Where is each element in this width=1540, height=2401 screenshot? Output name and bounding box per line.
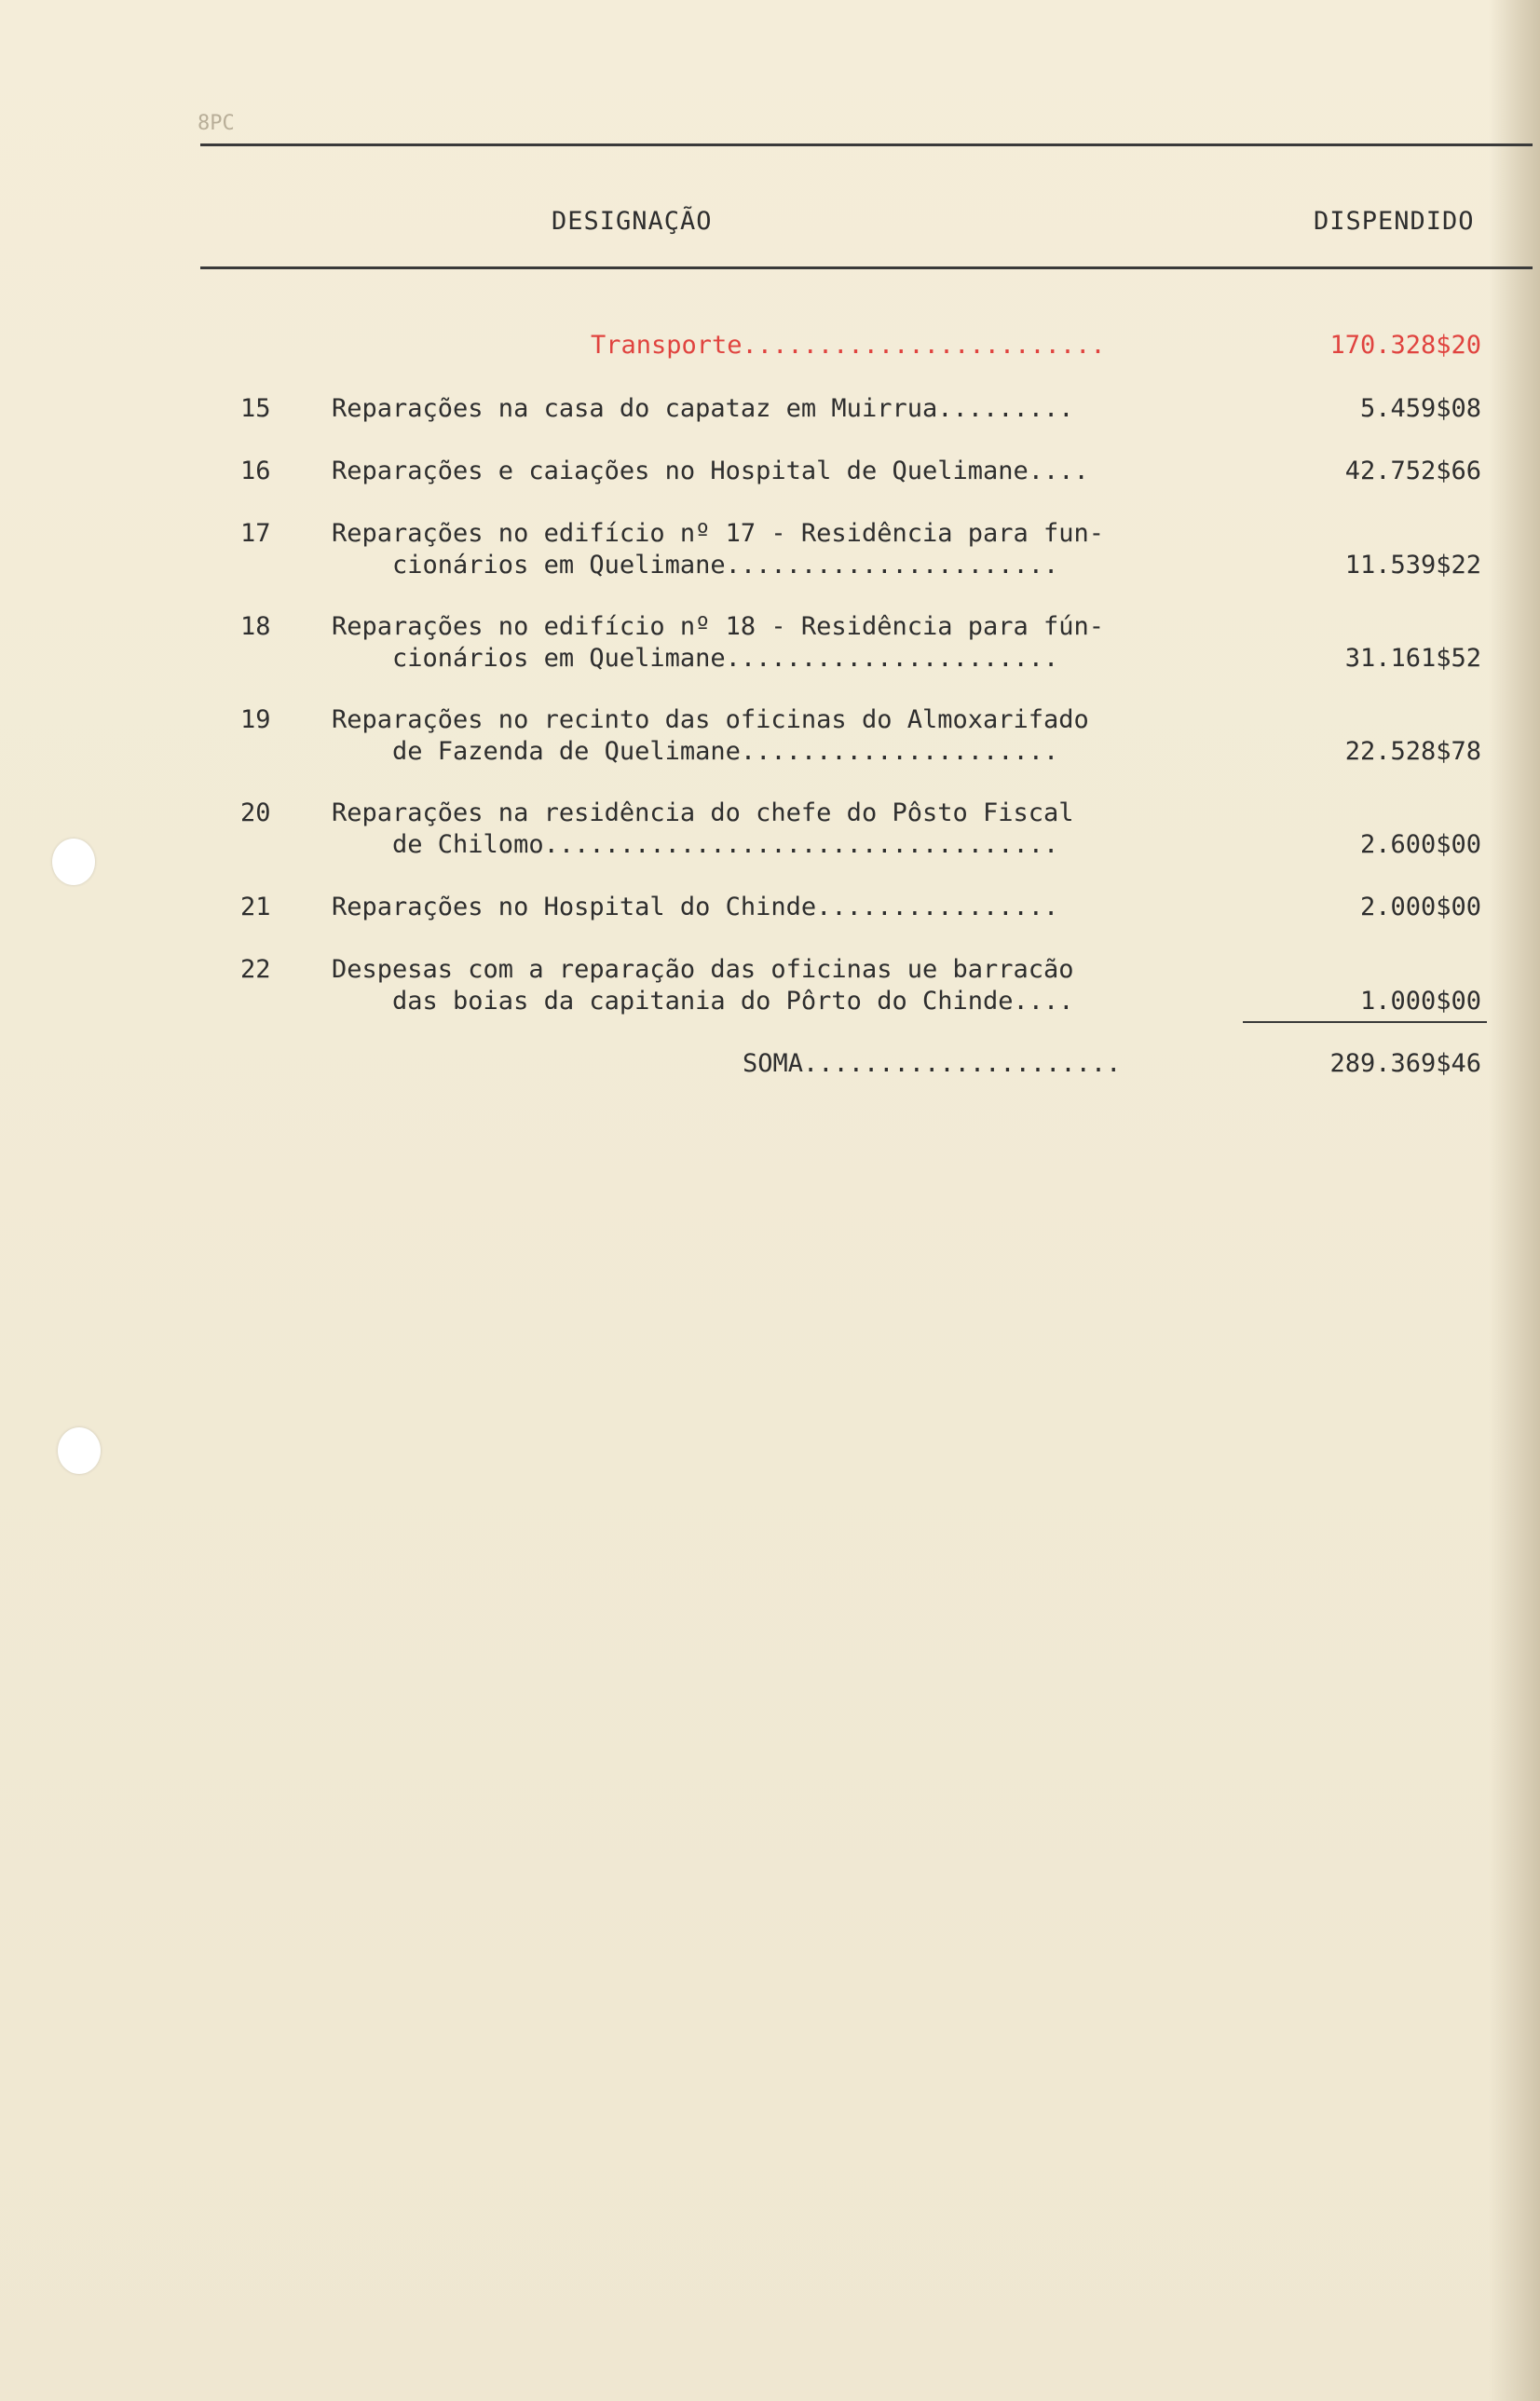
item-amount: 22.528$78 [1344, 737, 1481, 766]
corner-mark: 8PC [198, 112, 235, 135]
item-number: 16 [240, 457, 271, 485]
item-description-line-2: cionários em Quelimane...................... [332, 551, 1059, 580]
item-description: Reparações no Hospital do Chinde................ [332, 893, 1059, 921]
item-description-line-2: de Fazenda de Quelimane..................... [332, 737, 1059, 766]
item-amount: 2.600$00 [1359, 830, 1481, 859]
item-description-line-1: Reparações na residência do chefe do Pôsto Fiscal [332, 798, 1074, 827]
item-amount: 5.459$08 [1359, 394, 1481, 423]
item-number: 18 [240, 612, 271, 641]
item-description-line-2: de Chilomo.................................. [332, 830, 1059, 859]
total-amount: 289.369$46 [1329, 1049, 1481, 1078]
item-number: 17 [240, 519, 271, 548]
item-amount: 42.752$66 [1344, 457, 1481, 485]
item-number: 19 [240, 705, 271, 734]
item-description-line-1: Despesas com a reparação das oficinas ue barracão [332, 955, 1074, 984]
page-edge-shadow [1489, 0, 1540, 2401]
item-description-line-1: Reparações no edifício nº 17 - Residência para fun- [332, 519, 1105, 548]
item-description: Reparações e caiações no Hospital de Quelimane.... [332, 457, 1089, 485]
item-number: 15 [240, 394, 271, 423]
item-description-line-2: cionários em Quelimane...................... [332, 644, 1059, 673]
spent-heading: DISPENDIDO [1314, 207, 1475, 236]
item-description-line-1: Reparações no recinto das oficinas do Almoxarifado [332, 705, 1089, 734]
item-number: 20 [240, 798, 271, 827]
item-amount: 31.161$52 [1344, 644, 1481, 673]
transport-label: Transporte........................ [591, 331, 1106, 360]
item-number: 21 [240, 893, 271, 921]
item-description-line-2: das boias da capitania do Pôrto do Chinde.... [332, 987, 1074, 1016]
item-description-line-1: Reparações no edifício nº 18 - Residência para fún- [332, 612, 1105, 641]
item-amount: 11.539$22 [1344, 551, 1481, 580]
item-amount: 1.000$00 [1359, 987, 1481, 1016]
transport-amount: 170.328$20 [1329, 331, 1481, 360]
total-label: SOMA..................... [743, 1049, 1122, 1078]
punch-hole-lower [58, 1427, 101, 1474]
designation-heading: DESIGNAÇÃO [552, 207, 713, 236]
item-description: Reparações na casa do capataz em Muirrua......... [332, 394, 1074, 423]
top-rule [200, 143, 1533, 146]
item-number: 22 [240, 955, 271, 984]
punch-hole-upper [52, 839, 95, 885]
sum-rule [1243, 1021, 1487, 1023]
header-rule [200, 266, 1533, 269]
item-amount: 2.000$00 [1359, 893, 1481, 921]
